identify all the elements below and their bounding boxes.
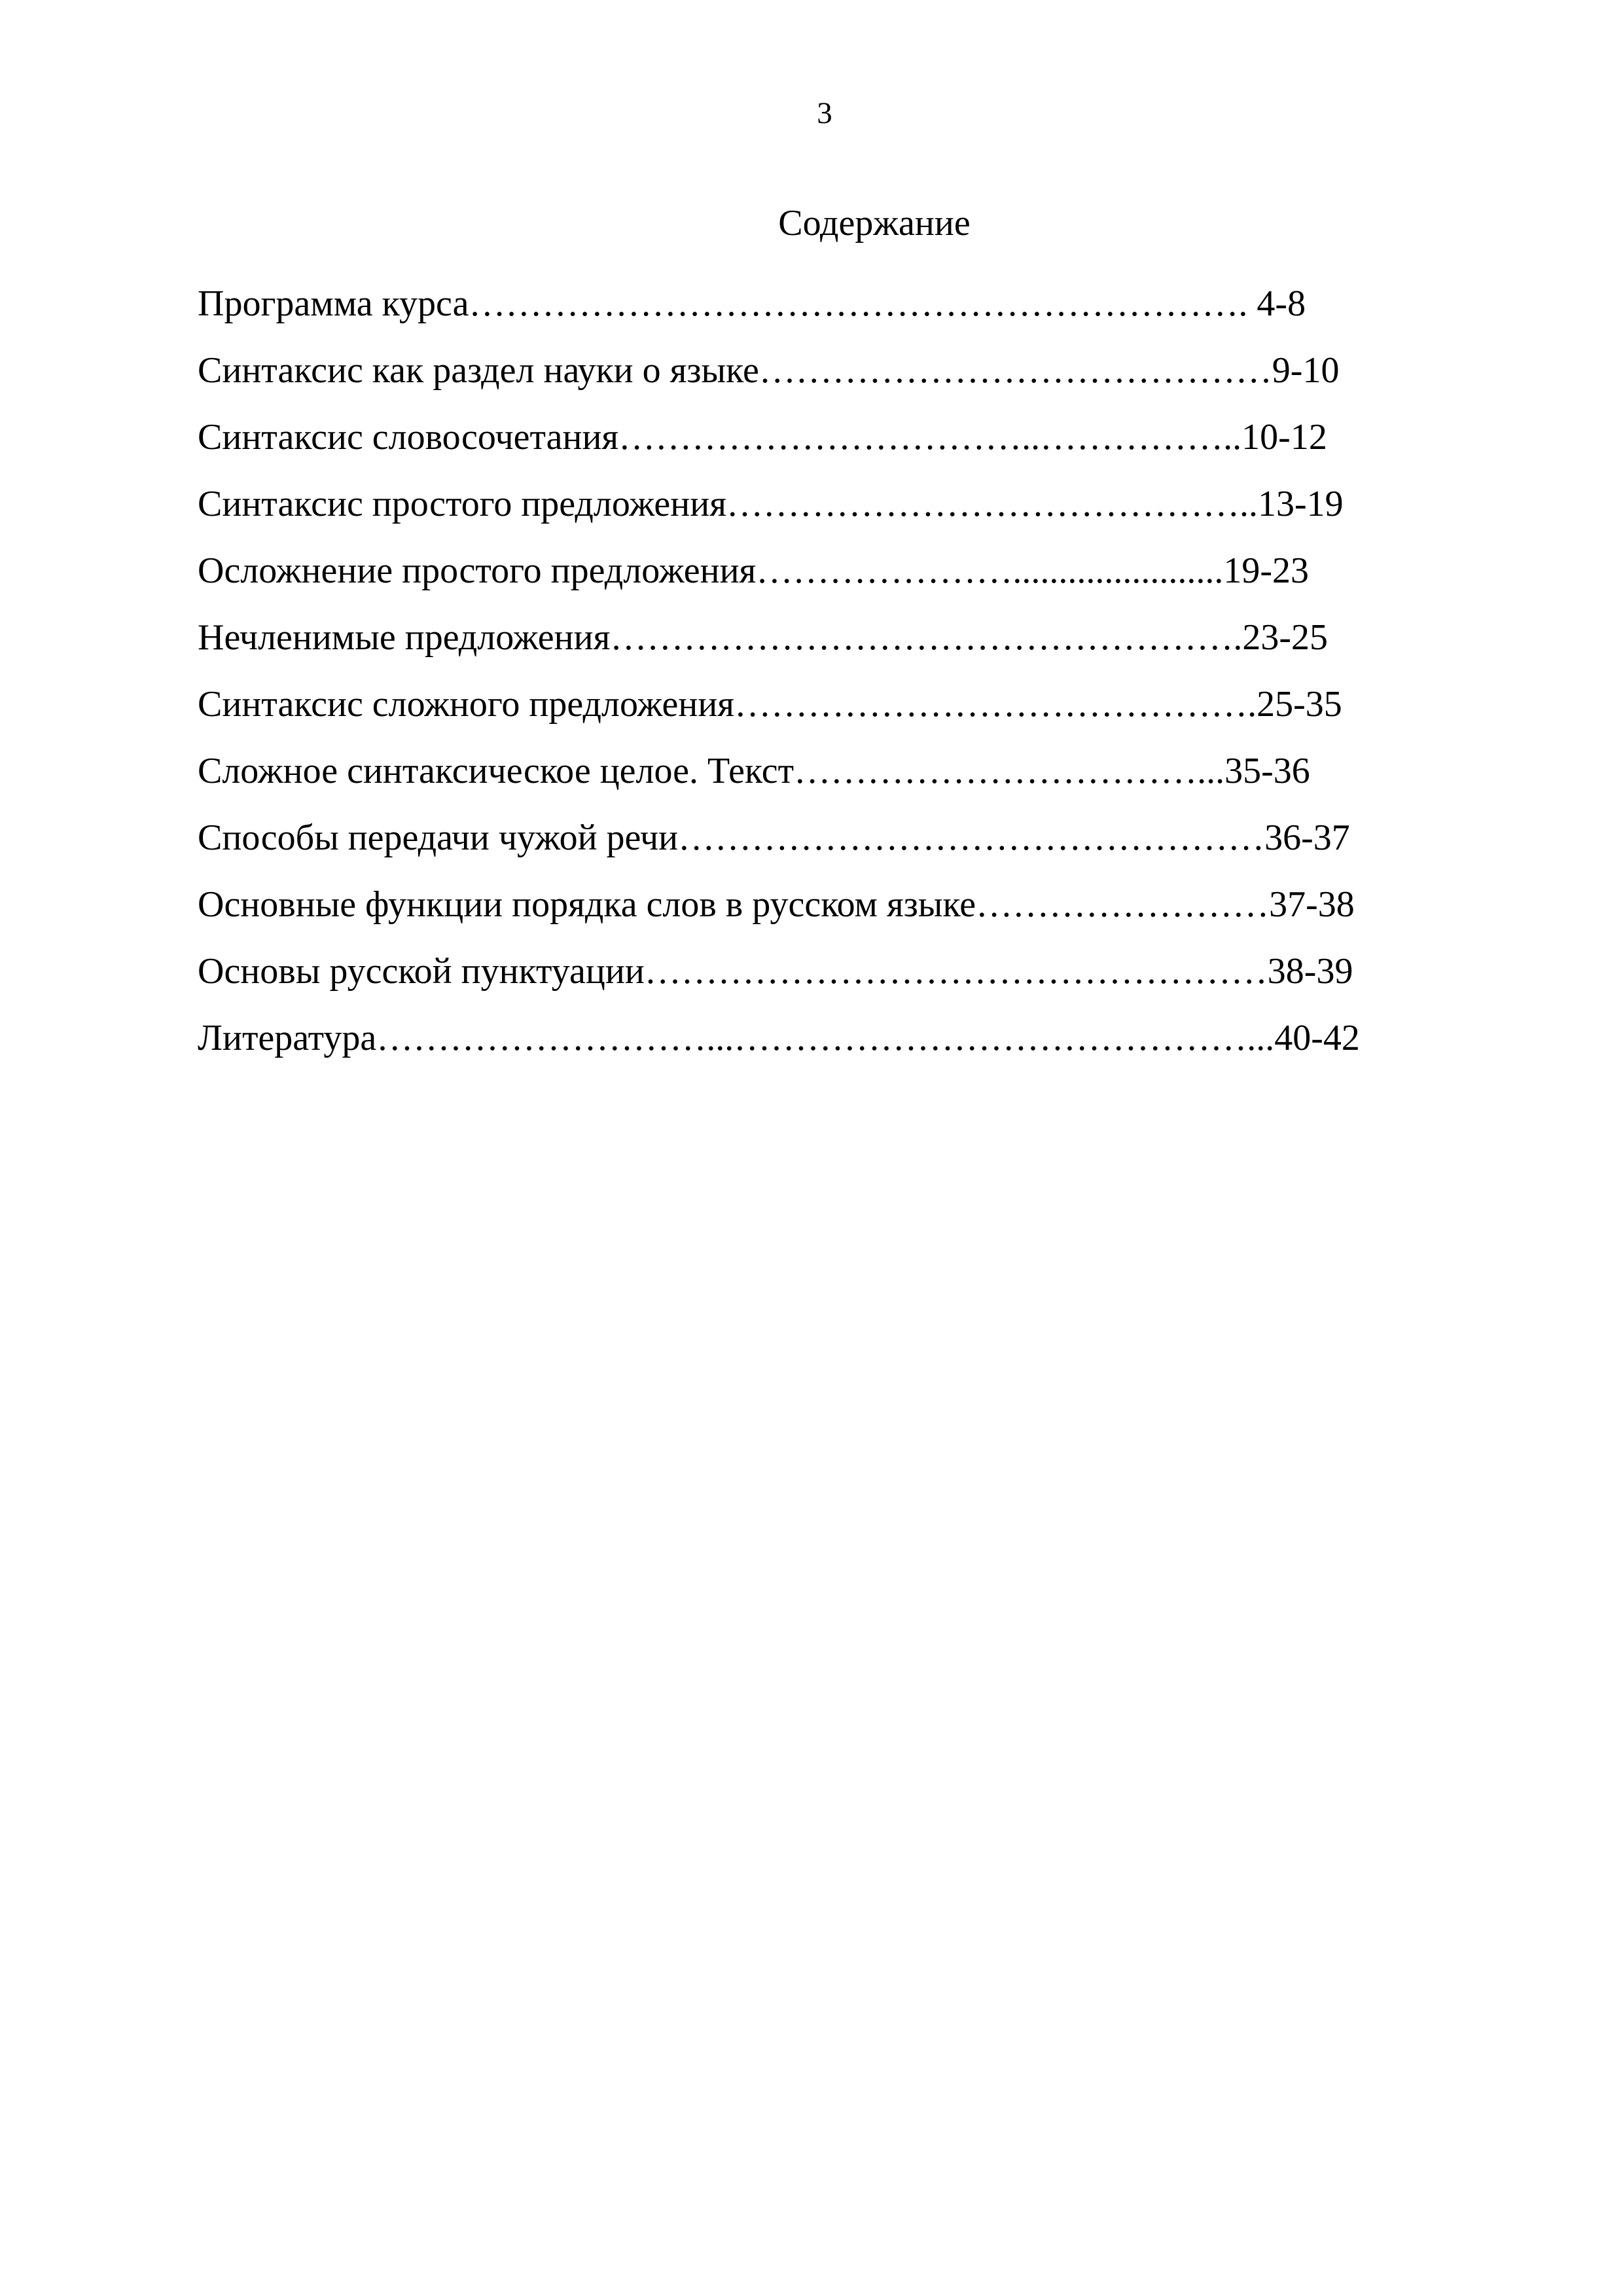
page-number: 3	[817, 96, 832, 130]
toc-entry-literature: Литература………………………...……………………………………...40-42	[198, 1018, 1360, 1058]
toc-entry-syntactic-whole: Сложное синтаксическое целое. Текст……………………………...35-36	[198, 751, 1310, 791]
toc-entry-punctuation: Основы русской пунктуации……………………………………………38-39	[198, 951, 1353, 992]
toc-entry-word-order: Основные функции порядка слов в русском языке……………………37-38	[198, 884, 1355, 925]
toc-entry-simple-sentence: Синтаксис простого предложения……………………………………..13-19	[198, 484, 1344, 524]
toc-entry-program: Программа курса………………………………………………………. 4-8	[198, 283, 1306, 324]
toc-entry-syntax-science: Синтаксис как раздел науки о языке……………………………………9-10	[198, 350, 1340, 391]
table-of-contents	[198, 285, 1428, 1086]
toc-entry-complex-sentence: Синтаксис сложного предложения…………………………………….25-35	[198, 684, 1342, 725]
page-title: Содержание	[778, 203, 971, 243]
toc-entry-reported-speech: Способы передачи чужой речи…………………………………………36-37	[198, 817, 1350, 858]
toc-entry-phrase-syntax: Синтаксис словосочетания……………………………..……………..10-12	[198, 417, 1327, 457]
toc-entry-simple-sentence-complication: Осложнение простого предложения………………….......................19-23	[198, 550, 1309, 591]
toc-entry-indivisible-sentences: Нечленимые предложения…………………………………………….23-25	[198, 617, 1329, 658]
